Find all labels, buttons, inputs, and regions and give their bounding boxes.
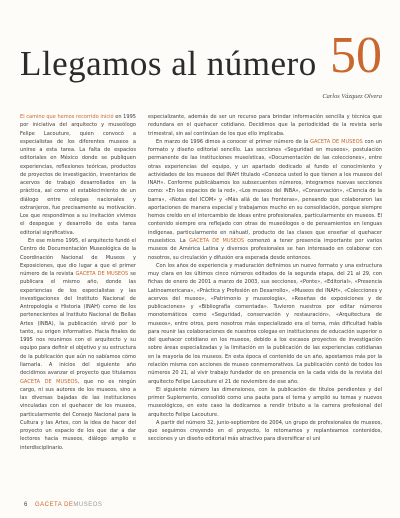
right-p2b: con un formato y diseño editorial sencillo. Las secciones «Seguridad en museos», postulación permanente de las instituciones museísticas, «Documentación de las colecciones», entre otras experiencias del equipo, y un apartado dedicado al fundo el conocimiento y actividades de los museos del INAH titulado «Conozca usted lo que tienen a los museos del INAH». Conforme publicábamos los subsecuentes números, integramos nuevas secciones como: «En los espacios de la red», «Los museos del INBA», «Conservación», «Ciencia de la barra», «Notas del ICOM» y «Más allá de las fronteras», pensando que colaboraron las aportaciones de manera especial y trabajamos mucho en su consolidación, porque siempre hemos creído en el intercambio de ideas entre profesionales, particularmente en museos. El contenido siempre era reflejado con otras de museólogos o de pensamientos en lenguas indígenas, particularmente en náhuatl, producto de las clases que enseñar el quehacer museístico. La [148, 138, 382, 244]
publication-name: GACETA DE MUSEOS [310, 138, 363, 145]
footer-publication-b: MUSEOS [73, 502, 103, 508]
left-p2-start: En ese mismo 1995, el arquitecto fundó el Centro de Documentación Museológica de la Coordinación Nacional de Museos y Exposiciones, que dio lugar a que el primer número de la revista [20, 237, 136, 278]
right-paragraph-1: especializante, además de ser un recurso para brindar información sencilla y técnica que redundara en el quehacer cotidiano. Decidimos que la periodicidad de la revista sería trimestral, sin así continúan de los que ello implicaba. [148, 114, 382, 137]
lead-in: El camino que hemos recorrido inició [20, 114, 114, 120]
right-paragraph-4: El siguiente número las dimensiones, con la publicación de títulos pendientes y del primer Suplemento, consolidó como una pauta para el tema y amplió su temas y nuevos museológicos, en este caso la dedicamos a rendir tributo a la carrera profesional del arquitecto Felipe Lacouture. [148, 386, 382, 418]
left-column [20, 113, 136, 492]
left-p2-end: se publicara el mismo año, donde las experiencias de los especialistas y las investigaciones del Instituto Nacional de Antropología e Historia (INAH) como de los pertenecientes al Instituto Nacional de Bellas Artes (INBA), la publicación sirvió por lo tanto, su origen informativo. Hacia finales de 1995 nos reunimos con el arquitecto y su equipo para definir el objetivo y su estructura de la publicación que aún no sabíamos cómo llamarla. A inicios del siguiente año decidimos avanzar el proyecto que titulamos [20, 271, 136, 377]
page-footer [24, 502, 102, 508]
left-paragraph-1 [20, 113, 136, 237]
right-paragraph-3: Con los años de experiencia y maduración definimos un nuevo formato y una estructura muy clara en los últimos cinco números editados de la segunda etapa, del 21 al 29, con fichas de enero de 2001 a marzo de 2003, sus secciones, «Ponte», «Editorial», «Presencia Latinoamericana», «Práctica y Profesión en Desarrollo», «Museos del INAH», «Colecciones y acervos del museo», «Patrimonio y museología», «Reseñas de exposiciones y de publicaciones» y «Bibliografía comentada». Tuvieron nuestros por editar números monotemáticos como «Seguridad, conservación y restauración», «Arquitectura de museos», entre otros, pero nosotros más especializado era el tema, más dificultad había para reunir las colaboraciones de nuestros colegas en instituciones de educación superior o del quehacer cotidiano en los museos, debido a los escasos proyectos de investigación sobre áreas especializadas y la limitación en la publicación de las experiencias cotidianas en la mayoría de los museos. En esta época el contenido de un año, apostamos más por la relación misma con acciones de museo conmemorativos. La publicación contó de todos los números 20 21, al vivir trabajo fundador de en presencia en la cada vida de la revista del arquitecto Felipe Lacouture el 21 de noviembre de ese año. [148, 262, 382, 385]
right-p2c: comenzó a tener presencia importante por varios museos de América Latina y diversos profesionales se han interesado en colaborar con nosotros, su circulación y difusión era esperada desde entonces. [148, 237, 382, 261]
issue-number: 50 [330, 27, 382, 84]
article-title: Llegamos al número [20, 44, 317, 83]
right-paragraph-5: A partir del número 32, junio-septiembre de 2004, un grupo de profesionales de museos, que seguimos creyendo en el proyecto, lo retomamos y replanteamos contenidos, secciones y un diseño editorial más atractivo para diversificar el uni [148, 419, 382, 443]
footer-publication-a: GACETA DE [35, 502, 74, 508]
publication-name: GACETA DE MUSEOS [75, 271, 129, 278]
author-byline: Carlos Vázquez Olvera [322, 93, 382, 100]
page-number: 6 [24, 502, 28, 508]
right-column [148, 113, 382, 492]
left-p1-text: en 1995 por iniciativa del arquitecto y museólogo Felipe Lacouture, quien convocó a especialistas de los diferentes museos a unirse a esta tarea. La falta de espacios editoriales en México donde se publiquen experiencias, reflexiones teóricas, productos de proyectos de investigación, inventarios de acervos de trabajo desarrollados en la práctica, así como el establecimiento de un diálogo entre colegas nacionales y extranjeros, fue precisamente su motivación. Los que respondimos a su invitación vivimos el despegue y desarrollo de esta tarea editorial significativa. [20, 114, 136, 236]
right-paragraph-2 [148, 138, 382, 262]
left-paragraph-2 [20, 237, 136, 452]
right-p2a: En marzo de 1996 dimos a conocer el primer número de la [156, 138, 311, 145]
publication-name: GACETA DE MUSEOS [20, 378, 78, 385]
left-p2-end2: , que no es ningún cargo, ni sus autores de los museos, sino a las diversas bajadas de las instituciones vinculadas con el quehacer de los museos, particularmente del Consejo Nacional para la Cultura y las Artes, con la idea de hacer del proyecto un espacio de los que dar a dar lectores hacia museos, diálogo amplio e interdisciplinario. [20, 378, 136, 451]
publication-name: GACETA DE MUSEOS [188, 237, 245, 244]
